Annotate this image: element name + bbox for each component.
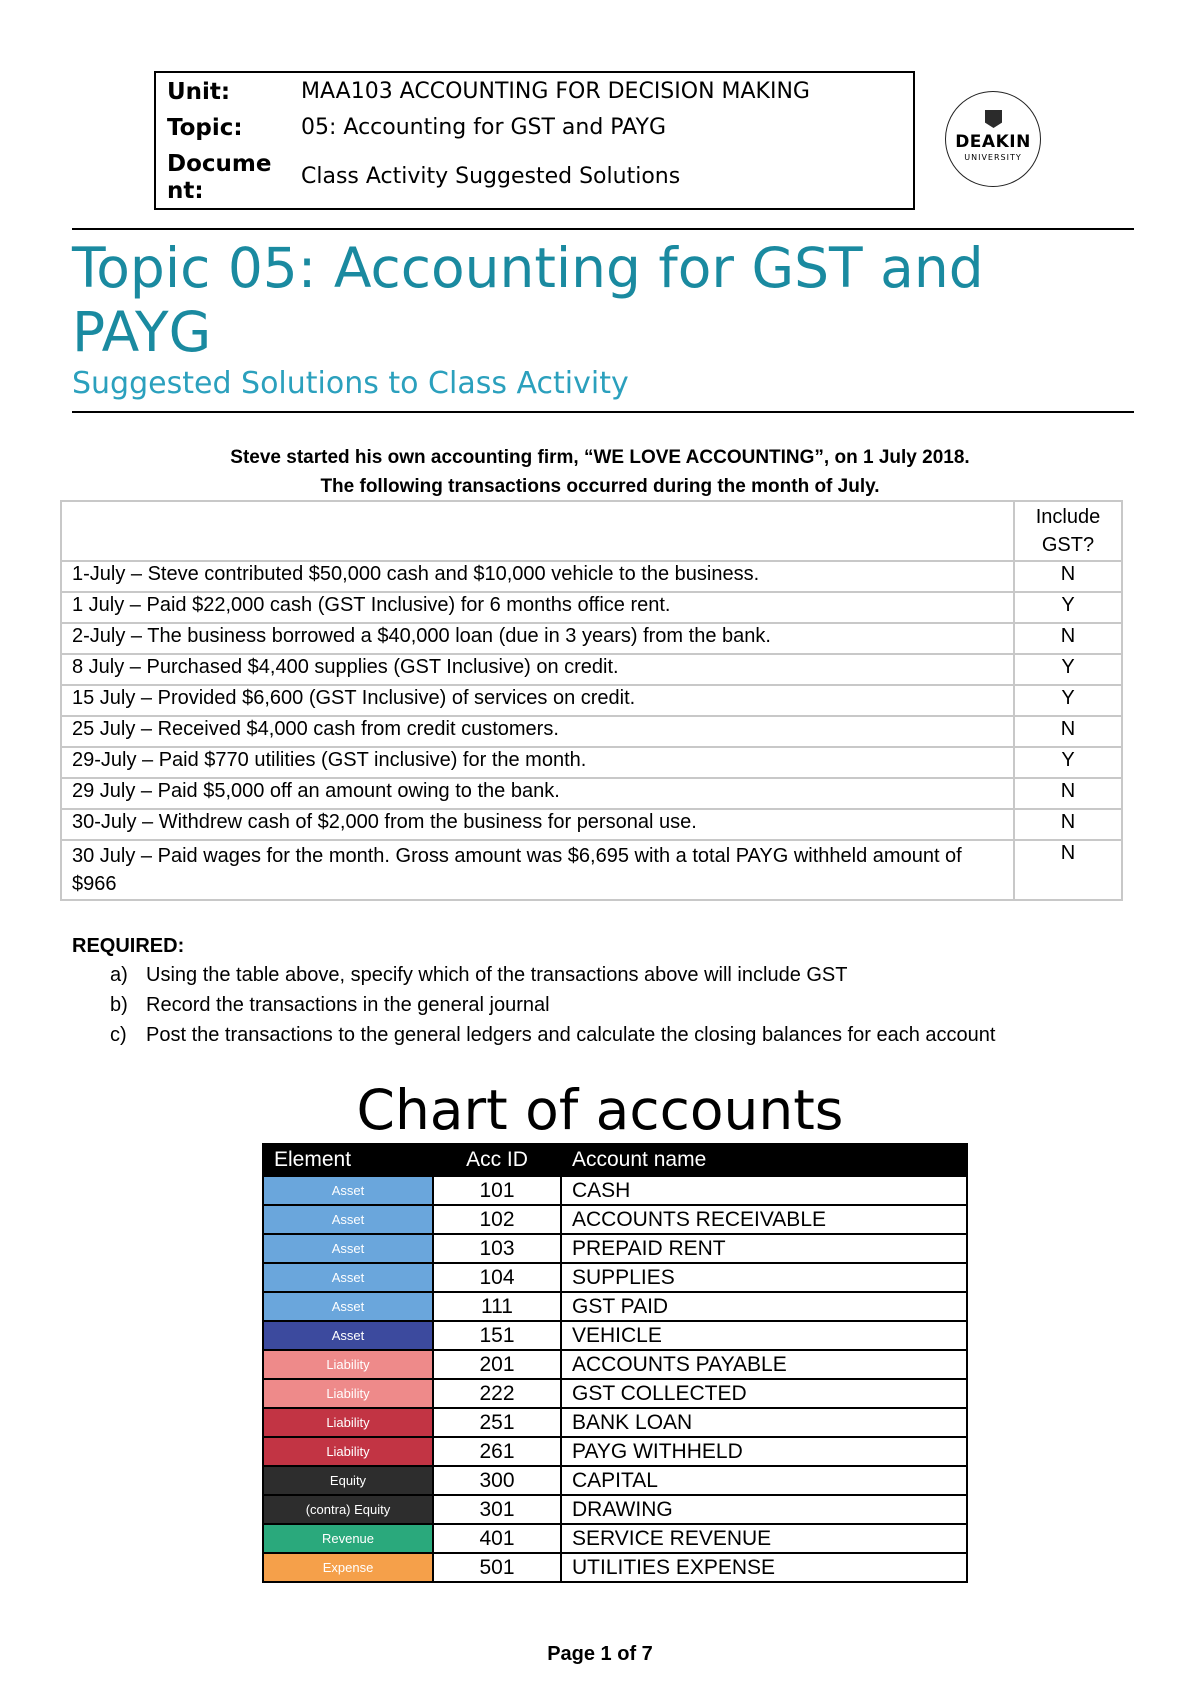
transaction-text: 1 July – Paid $22,000 cash (GST Inclusive) for 6 months office rent. — [61, 592, 1014, 623]
coa-account-id: 201 — [433, 1350, 561, 1379]
transaction-gst: Y — [1014, 747, 1122, 778]
coa-account-id: 222 — [433, 1379, 561, 1408]
coa-row — [263, 1321, 967, 1350]
document-label-2: nt: — [167, 178, 204, 204]
intro-line-1: Steve started his own accounting firm, “WE LOVE ACCOUNTING”, on 1 July 2018. — [230, 447, 970, 468]
page-subtitle: Suggested Solutions to Class Activity — [72, 366, 629, 401]
page-number: Page 1 of 7 — [547, 1643, 653, 1665]
table-row — [61, 716, 1122, 747]
coa-row — [263, 1205, 967, 1234]
required-section — [72, 935, 1152, 1045]
bottom-rule — [72, 411, 1134, 413]
topic-value: 05: Accounting for GST and PAYG — [301, 115, 666, 140]
coa-row — [263, 1466, 967, 1495]
coa-header-id: Acc ID — [433, 1144, 561, 1176]
chart-of-accounts-table — [262, 1143, 968, 1583]
required-letter-a: a) — [110, 964, 128, 986]
unit-label: Unit: — [167, 79, 231, 105]
transaction-gst: N — [1014, 623, 1122, 654]
transaction-text: 29 July – Paid $5,000 off an amount owing to the bank. — [61, 778, 1014, 809]
coa-account-id: 301 — [433, 1495, 561, 1524]
coa-row — [263, 1553, 967, 1582]
document-header-box — [154, 71, 915, 210]
transaction-gst: N — [1014, 809, 1122, 840]
coa-element: Asset — [263, 1292, 433, 1321]
table-row — [61, 685, 1122, 716]
coa-body — [263, 1176, 967, 1582]
gst-header-line-1: Include — [1035, 506, 1101, 528]
coa-account-name: DRAWING — [561, 1495, 967, 1524]
required-letter-c: c) — [110, 1024, 127, 1046]
transaction-gst: Y — [1014, 654, 1122, 685]
coa-account-id: 111 — [433, 1292, 561, 1321]
transaction-gst: N — [1014, 716, 1122, 747]
coa-account-id: 151 — [433, 1321, 561, 1350]
coa-row — [263, 1495, 967, 1524]
crest-icon — [985, 110, 1002, 128]
coa-row — [263, 1234, 967, 1263]
coa-account-name: GST COLLECTED — [561, 1379, 967, 1408]
coa-row — [263, 1437, 967, 1466]
coa-account-name: SUPPLIES — [561, 1263, 967, 1292]
coa-header-row — [263, 1144, 967, 1176]
table-row — [61, 840, 1122, 900]
required-title: REQUIRED: — [72, 935, 185, 957]
coa-element: (contra) Equity — [263, 1495, 433, 1524]
coa-account-name: PREPAID RENT — [561, 1234, 967, 1263]
chart-of-accounts-title: Chart of accounts — [356, 1078, 844, 1142]
required-item-a: Using the table above, specify which of the transactions above will include GST — [146, 964, 848, 986]
coa-account-name: VEHICLE — [561, 1321, 967, 1350]
coa-row — [263, 1379, 967, 1408]
coa-account-name: CAPITAL — [561, 1466, 967, 1495]
table-row — [61, 654, 1122, 685]
transaction-gst: Y — [1014, 685, 1122, 716]
coa-account-id: 261 — [433, 1437, 561, 1466]
gst-header — [1014, 501, 1122, 561]
coa-row — [263, 1176, 967, 1205]
coa-account-name: PAYG WITHHELD — [561, 1437, 967, 1466]
coa-element: Liability — [263, 1379, 433, 1408]
coa-row — [263, 1524, 967, 1553]
coa-row — [263, 1350, 967, 1379]
table-row — [61, 623, 1122, 654]
coa-account-name: ACCOUNTS RECEIVABLE — [561, 1205, 967, 1234]
coa-account-name: CASH — [561, 1176, 967, 1205]
coa-element: Asset — [263, 1205, 433, 1234]
table-row — [61, 747, 1122, 778]
deakin-logo — [945, 91, 1041, 187]
transactions-table — [60, 500, 1123, 901]
required-item-b: Record the transactions in the general journal — [146, 994, 550, 1016]
coa-account-id: 102 — [433, 1205, 561, 1234]
coa-account-name: BANK LOAN — [561, 1408, 967, 1437]
coa-row — [263, 1263, 967, 1292]
coa-element: Asset — [263, 1263, 433, 1292]
transaction-text: 30-July – Withdrew cash of $2,000 from the business for personal use. — [61, 809, 1014, 840]
coa-account-name: UTILITIES EXPENSE — [561, 1553, 967, 1582]
coa-account-id: 401 — [433, 1524, 561, 1553]
transaction-text: 30 July – Paid wages for the month. Gross amount was $6,695 with a total PAYG withheld amount of $966 — [61, 840, 1014, 900]
table-row — [61, 778, 1122, 809]
coa-element: Equity — [263, 1466, 433, 1495]
transaction-text: 2-July – The business borrowed a $40,000 loan (due in 3 years) from the bank. — [61, 623, 1014, 654]
coa-account-id: 104 — [433, 1263, 561, 1292]
coa-element: Liability — [263, 1437, 433, 1466]
coa-account-id: 103 — [433, 1234, 561, 1263]
intro-line-2: The following transactions occurred during the month of July. — [320, 476, 880, 497]
coa-account-name: GST PAID — [561, 1292, 967, 1321]
coa-account-name: SERVICE REVENUE — [561, 1524, 967, 1553]
transaction-gst: N — [1014, 840, 1122, 900]
table-row — [61, 592, 1122, 623]
transaction-text: 25 July – Received $4,000 cash from credit customers. — [61, 716, 1014, 747]
transaction-text: 15 July – Provided $6,600 (GST Inclusive) of services on credit. — [61, 685, 1014, 716]
coa-element: Expense — [263, 1553, 433, 1582]
transaction-text: 8 July – Purchased $4,400 supplies (GST Inclusive) on credit. — [61, 654, 1014, 685]
document-value: Class Activity Suggested Solutions — [301, 164, 681, 189]
table-row — [61, 809, 1122, 840]
logo-name: DEAKIN — [955, 132, 1031, 152]
coa-account-name: ACCOUNTS PAYABLE — [561, 1350, 967, 1379]
page-title — [72, 236, 1142, 364]
coa-element: Liability — [263, 1408, 433, 1437]
unit-value: MAA103 ACCOUNTING FOR DECISION MAKING — [301, 79, 810, 104]
title-line-1: Topic 05: Accounting for GST and — [72, 236, 984, 300]
coa-row — [263, 1408, 967, 1437]
document-label-1: Docume — [167, 151, 272, 177]
transaction-gst: N — [1014, 561, 1122, 592]
coa-header-element: Element — [263, 1144, 433, 1176]
coa-element: Revenue — [263, 1524, 433, 1553]
required-letter-b: b) — [110, 994, 128, 1016]
transactions-header-empty — [61, 501, 1014, 561]
coa-element: Liability — [263, 1350, 433, 1379]
coa-header-name: Account name — [561, 1144, 967, 1176]
transaction-gst: Y — [1014, 592, 1122, 623]
coa-element: Asset — [263, 1234, 433, 1263]
logo-subtext: UNIVERSITY — [964, 153, 1022, 162]
transaction-text: 1-July – Steve contributed $50,000 cash and $10,000 vehicle to the business. — [61, 561, 1014, 592]
coa-account-id: 300 — [433, 1466, 561, 1495]
transaction-gst: N — [1014, 778, 1122, 809]
topic-label: Topic: — [167, 115, 243, 141]
coa-element: Asset — [263, 1321, 433, 1350]
transactions-header-row — [61, 501, 1122, 561]
coa-account-id: 251 — [433, 1408, 561, 1437]
top-rule — [72, 228, 1134, 230]
gst-header-line-2: GST? — [1041, 534, 1095, 556]
coa-account-id: 101 — [433, 1176, 561, 1205]
transaction-text: 29-July – Paid $770 utilities (GST inclusive) for the month. — [61, 747, 1014, 778]
coa-account-id: 501 — [433, 1553, 561, 1582]
coa-row — [263, 1292, 967, 1321]
title-line-2: PAYG — [72, 300, 212, 364]
required-item-c: Post the transactions to the general ledgers and calculate the closing balances for each account — [146, 1024, 996, 1046]
coa-element: Asset — [263, 1176, 433, 1205]
table-row — [61, 561, 1122, 592]
